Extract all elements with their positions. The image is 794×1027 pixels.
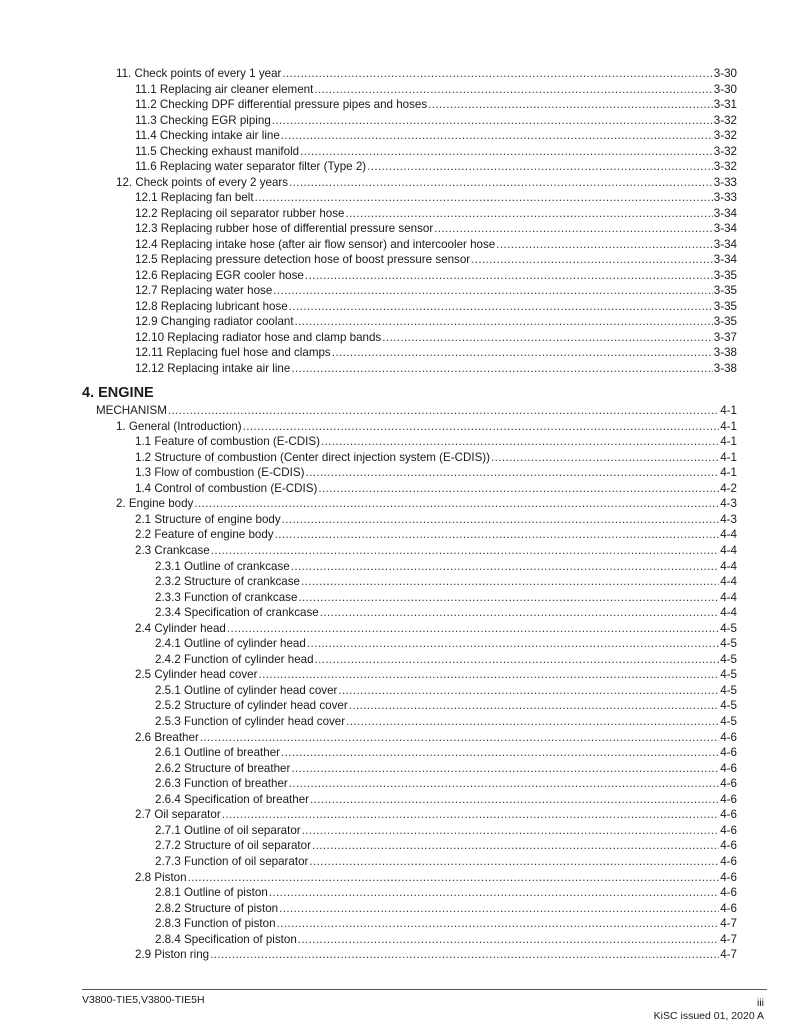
toc-entry (155, 558, 737, 574)
dot-leader (428, 98, 713, 112)
toc-entry-page: 3-34 (713, 237, 737, 251)
toc-entry (155, 837, 737, 853)
toc-entry-title: 2.8.3 Function of piston (155, 917, 276, 931)
toc-entry-title: 2.3.3 Function of crankcase (155, 590, 298, 604)
toc-entry (135, 946, 737, 962)
dot-leader (321, 435, 719, 449)
dot-leader (281, 129, 713, 143)
toc-entry-page: 4-6 (720, 777, 737, 791)
toc-entry (155, 915, 737, 931)
dot-leader (200, 731, 719, 745)
toc-entry-page: 4-5 (720, 683, 737, 697)
toc-entry (135, 464, 737, 480)
toc-entry (135, 236, 737, 252)
toc-entry (135, 158, 737, 174)
dot-leader (289, 300, 713, 314)
toc-entry-title: 2.4.2 Function of cylinder head (155, 652, 314, 666)
toc-entry-title: 2.5.3 Function of cylinder head cover (155, 715, 346, 728)
toc-entry-title: 2.6.1 Outline of breather (155, 746, 281, 760)
dot-leader (210, 948, 719, 962)
toc-entry-page: 4-4 (720, 559, 737, 573)
dot-leader (314, 83, 712, 97)
toc-entry-title: 11.4 Checking intake air line (135, 129, 280, 142)
toc-entry (155, 791, 737, 807)
dot-leader (320, 606, 720, 620)
dot-leader (273, 284, 713, 298)
dot-leader (382, 331, 713, 345)
dot-leader (434, 222, 713, 236)
toc-entry-page: 4-6 (720, 823, 737, 837)
toc-entry-page: 4-1 (720, 435, 737, 449)
toc-entry-title: 12.3 Replacing rubber hose of differential pressure sensor (135, 222, 434, 235)
toc-entry-title: 2.3 Crankcase (135, 543, 210, 557)
toc-entry (135, 620, 737, 636)
dot-leader (301, 575, 719, 589)
toc-entry-page: 3-30 (713, 67, 737, 80)
toc-entry (155, 822, 737, 838)
toc-entry (155, 900, 737, 916)
toc-entry-title: 11.3 Checking EGR piping (135, 113, 271, 127)
toc-entry (135, 205, 737, 221)
toc-entry-title: 1.1 Feature of combustion (E-CDIS) (135, 435, 320, 449)
toc-entry (135, 480, 737, 496)
dot-leader (281, 746, 719, 760)
dot-leader (300, 145, 713, 159)
toc-entry-page: 3-35 (713, 315, 737, 328)
toc-entry (135, 542, 737, 558)
toc-entry (135, 81, 737, 97)
dot-leader (168, 404, 719, 418)
dot-leader (309, 855, 719, 869)
toc-entry-page: 3-32 (713, 144, 737, 158)
dot-leader (298, 591, 719, 605)
toc-entry-title: 2.3.1 Outline of crankcase (155, 559, 290, 573)
footer-model: V3800-TIE5,V3800-TIE5H (82, 994, 205, 1006)
dot-leader (318, 482, 719, 496)
toc-entry-title: 2. Engine body (116, 497, 194, 511)
toc-entry (135, 526, 737, 542)
toc-entry (96, 402, 737, 418)
toc-entry-title: 2.3.4 Specification of crankcase (155, 606, 319, 620)
toc-entry-title: 12.4 Replacing intake hose (after air flow sensor) and intercooler hose (135, 237, 496, 251)
toc-entry-page: 3-35 (713, 268, 737, 282)
toc-entry-page: 4-4 (720, 528, 737, 542)
toc-entry (135, 360, 737, 376)
toc-entry-page: 4-4 (720, 543, 737, 557)
footer-page-number: iii (757, 997, 764, 1009)
toc-entry-title: 1.3 Flow of combustion (E-CDIS) (135, 466, 305, 480)
dot-leader (282, 513, 720, 527)
toc-entry-title: MECHANISM (96, 404, 167, 417)
dot-leader (275, 528, 720, 542)
toc-entry-page: 3-34 (713, 253, 737, 266)
toc-entry-title: 2.6.4 Specification of breather (155, 792, 310, 806)
toc-entry (116, 174, 737, 190)
dot-leader (291, 362, 712, 376)
toc-entry-title: 12.2 Replacing oil separator rubber hose (135, 206, 345, 220)
toc-entry-page: 4-6 (720, 761, 737, 775)
toc-entry (135, 729, 737, 745)
toc-entry (135, 433, 737, 449)
dot-leader (310, 793, 719, 807)
toc-entry-title: 12.10 Replacing radiator hose and clamp bands (135, 330, 382, 344)
toc-entry-title: 11.5 Checking exhaust manifold (135, 144, 300, 158)
dot-leader (258, 668, 719, 682)
toc-entry-page: 3-31 (713, 98, 737, 111)
toc-entry-page: 4-7 (720, 948, 737, 962)
toc-entry-page: 3-34 (713, 222, 737, 235)
dot-leader (298, 933, 719, 947)
toc-entry (155, 697, 737, 713)
dot-leader (194, 497, 719, 511)
toc-entry-page: 4-4 (720, 575, 737, 589)
toc-entry-page: 4-6 (720, 730, 737, 744)
toc-entry-page: 3-37 (713, 330, 737, 344)
dot-leader (269, 886, 719, 900)
toc-entry-title: 12.7 Replacing water hose (135, 284, 273, 297)
dot-leader (345, 207, 712, 221)
toc-entry-page: 3-38 (713, 361, 737, 375)
dot-leader (255, 191, 713, 205)
toc-entry (155, 589, 737, 605)
toc-entry (135, 143, 737, 159)
toc-entry (135, 449, 737, 465)
toc-entry (155, 651, 737, 667)
toc-entry-page: 3-30 (713, 82, 737, 96)
toc-entry-title: 2.5 Cylinder head cover (135, 668, 258, 682)
dot-leader (295, 315, 713, 329)
dot-leader (338, 684, 719, 698)
toc-entry-title: 2.7.1 Outline of oil separator (155, 823, 301, 837)
dot-leader (227, 622, 719, 636)
toc-entry-page: 4-4 (720, 606, 737, 620)
dot-leader (289, 777, 719, 791)
toc-entry (135, 298, 737, 314)
toc-entry-title: 12.1 Replacing fan belt (135, 191, 254, 204)
toc-entry (135, 282, 737, 298)
toc-entry-page: 4-5 (720, 715, 737, 728)
dot-leader (277, 917, 720, 931)
dot-leader (188, 871, 720, 885)
toc-entry-title: 2.3.2 Structure of crankcase (155, 575, 300, 589)
toc-entry (135, 313, 737, 329)
toc-entry (155, 931, 737, 947)
dot-leader (491, 451, 719, 465)
toc-entry (155, 604, 737, 620)
dot-leader (279, 902, 719, 916)
toc-entry-page: 3-38 (713, 346, 737, 359)
toc-entry-page: 3-32 (713, 113, 737, 127)
toc-entry-title: 12.8 Replacing lubricant hose (135, 299, 288, 313)
toc-entry-page: 3-33 (713, 175, 737, 189)
toc-entry (135, 329, 737, 345)
toc-entry (135, 267, 737, 283)
toc-entry-title: 11.1 Replacing air cleaner element (135, 82, 314, 96)
toc-entry-page: 3-32 (713, 160, 737, 173)
toc-entry-title: 2.7 Oil separator (135, 808, 221, 822)
toc-entry-page: 4-6 (720, 886, 737, 900)
toc-entry-page: 4-6 (720, 792, 737, 806)
toc-entry-title: 2.8.2 Structure of piston (155, 901, 279, 915)
toc-entry (135, 251, 737, 267)
toc-entry-page: 4-1 (720, 450, 737, 464)
toc-entry-page: 4-5 (720, 699, 737, 713)
section-title: 4. ENGINE (82, 385, 154, 401)
toc-entry-title: 2.9 Piston ring (135, 948, 210, 962)
toc-entry-title: 2.4.1 Outline of cylinder head (155, 637, 306, 651)
toc-entry-page: 4-1 (720, 466, 737, 480)
toc-entry (155, 884, 737, 900)
toc-entry (155, 744, 737, 760)
dot-leader (305, 466, 719, 480)
dot-leader (349, 699, 720, 713)
dot-leader (305, 269, 713, 283)
toc-entry (135, 127, 737, 143)
toc-entry-title: 12.9 Changing radiator coolant (135, 315, 294, 328)
toc-entry-title: 2.5.1 Outline of cylinder head cover (155, 683, 338, 697)
toc-entry (135, 869, 737, 885)
footer-divider (82, 989, 767, 990)
toc-entry (155, 760, 737, 776)
toc-entry (116, 65, 737, 81)
toc-entry-title: 2.1 Structure of engine body (135, 512, 281, 526)
toc-entry-title: 12. Check points of every 2 years (116, 175, 289, 189)
toc-entry-page: 4-5 (720, 637, 737, 651)
toc-entry-page: 4-5 (720, 652, 737, 666)
toc-entry-page: 3-35 (713, 299, 737, 313)
toc-entry-title: 1.4 Control of combustion (E-CDIS) (135, 481, 318, 495)
toc-entry (116, 495, 737, 511)
dot-leader (315, 653, 720, 667)
toc-entry-page: 3-32 (713, 129, 737, 142)
toc-entry (155, 713, 737, 729)
toc-entry (135, 96, 737, 112)
dot-leader (367, 160, 713, 174)
toc-entry (116, 418, 737, 434)
toc-entry-page: 4-6 (720, 901, 737, 915)
toc-entry-title: 12.6 Replacing EGR cooler hose (135, 268, 304, 282)
dot-leader (291, 560, 720, 574)
toc-entry-title: 1.2 Structure of combustion (Center direct injection system (E-CDIS)) (135, 450, 491, 464)
dot-leader (222, 808, 720, 822)
toc-entry (155, 853, 737, 869)
toc-entry-page: 4-5 (720, 621, 737, 635)
toc-entry-title: 2.7.3 Function of oil separator (155, 854, 309, 868)
toc-entry (155, 775, 737, 791)
toc-entry (135, 220, 737, 236)
toc-entry (135, 189, 737, 205)
toc-entry-title: 2.7.2 Structure of oil separator (155, 839, 311, 853)
toc-entry-title: 2.8.1 Outline of piston (155, 886, 268, 900)
toc-entry-page: 4-7 (720, 932, 737, 946)
toc-entry-title: 2.6.2 Structure of breather (155, 761, 291, 775)
toc-entry (155, 573, 737, 589)
toc-entry-page: 3-33 (713, 191, 737, 204)
dot-leader (496, 238, 713, 252)
toc-entry (135, 511, 737, 527)
toc-entry-title: 2.8 Piston (135, 870, 187, 884)
toc-entry-title: 2.4 Cylinder head (135, 621, 226, 635)
dot-leader (332, 346, 713, 360)
toc-entry (155, 682, 737, 698)
toc-entry-title: 2.2 Feature of engine body (135, 528, 274, 542)
toc-entry-title: 2.8.4 Specification of piston (155, 932, 297, 946)
toc-entry-page: 4-1 (720, 419, 737, 433)
toc-entry-page: 4-6 (720, 854, 737, 868)
toc-entry-title: 12.11 Replacing fuel hose and clamps (135, 346, 331, 359)
toc-entry-page: 4-7 (720, 917, 737, 931)
toc-entry-title: 11.6 Replacing water separator filter (Type 2) (135, 160, 367, 173)
dot-leader (302, 824, 720, 838)
toc-entry-page: 4-6 (720, 746, 737, 760)
dot-leader (272, 114, 713, 128)
toc-entry (155, 635, 737, 651)
toc-entry (135, 666, 737, 682)
toc-entry-title: 2.6 Breather (135, 730, 199, 744)
toc-entry (135, 806, 737, 822)
toc-entry-page: 3-35 (713, 284, 737, 297)
dot-leader (243, 420, 720, 434)
dot-leader (312, 839, 719, 853)
dot-leader (282, 67, 712, 81)
toc-entry (135, 344, 737, 360)
toc-entry-title: 12.12 Replacing intake air line (135, 361, 291, 375)
toc-entry-page: 4-6 (720, 839, 737, 853)
toc-entry-page: 4-5 (720, 668, 737, 682)
toc-entry-title: 2.5.2 Structure of cylinder head cover (155, 699, 348, 713)
toc-entry-page: 3-34 (713, 206, 737, 220)
dot-leader (291, 762, 719, 776)
toc-entry-page: 4-3 (720, 497, 737, 511)
toc-entry-page: 4-6 (720, 870, 737, 884)
toc-entry-title: 11.2 Checking DPF differential pressure pipes and hoses (135, 98, 428, 111)
dot-leader (471, 253, 713, 267)
toc-entry-page: 4-6 (720, 808, 737, 822)
toc-entry-title: 12.5 Replacing pressure detection hose of boost pressure sensor (135, 253, 471, 266)
toc-entry-page: 4-2 (720, 481, 737, 495)
footer-issue: KiSC issued 01, 2020 A (653, 1010, 764, 1022)
dot-leader (307, 637, 719, 651)
toc-entry-title: 1. General (Introduction) (116, 419, 242, 433)
toc-entry-page: 4-1 (720, 404, 737, 417)
toc-entry-title: 2.6.3 Function of breather (155, 777, 288, 791)
dot-leader (211, 544, 719, 558)
toc-entry-title: 11. Check points of every 1 year (116, 67, 282, 80)
dot-leader (346, 715, 719, 729)
toc-entry-page: 4-3 (720, 512, 737, 526)
toc-entry-page: 4-4 (720, 590, 737, 604)
dot-leader (289, 176, 713, 190)
toc-entry (135, 112, 737, 128)
